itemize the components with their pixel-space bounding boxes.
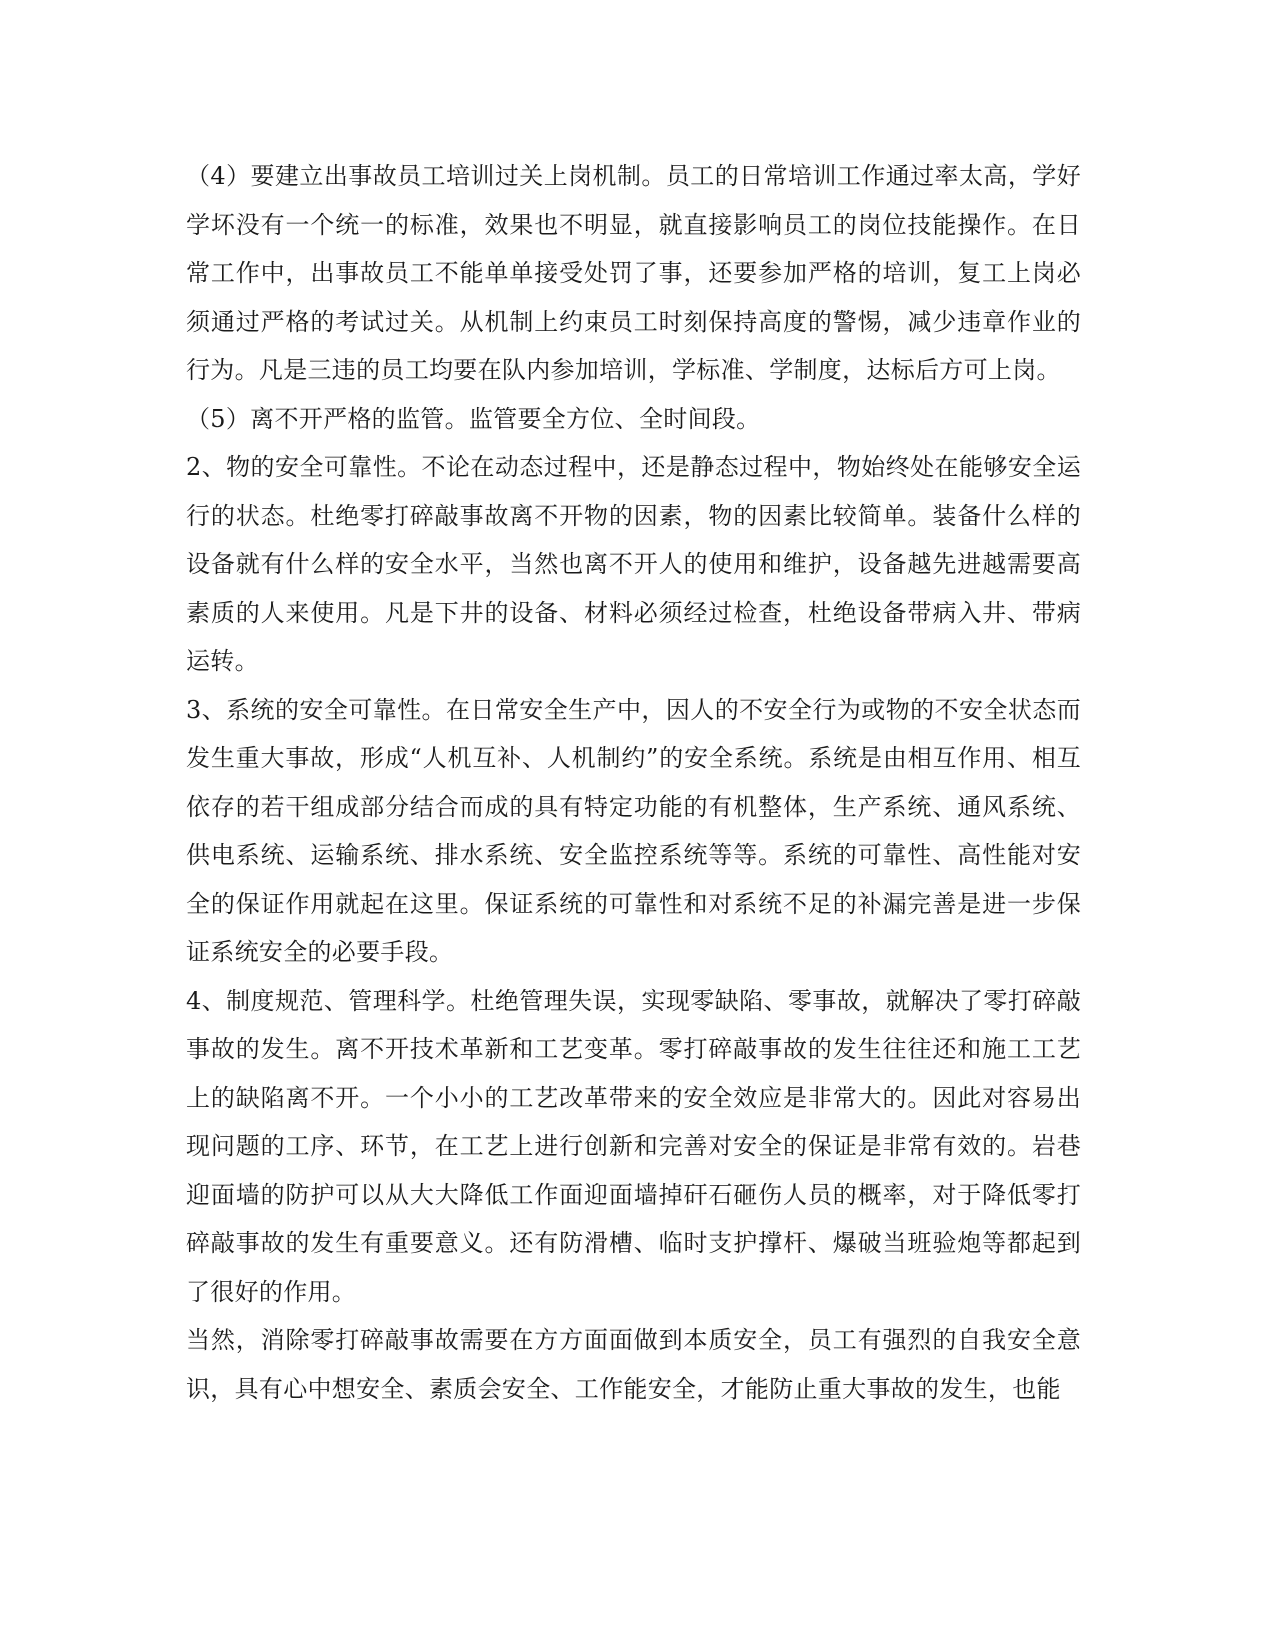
paragraph-conclusion: 当然，消除零打碎敲事故需要在方方面面做到本质安全，员工有强烈的自我安全意识，具有心中想安全、素质会安全、工作能安全，才能防止重大事故的发生，也能 <box>186 1326 1081 1403</box>
document-body <box>186 152 1081 1413</box>
paragraph-management-science: 4、制度规范、管理科学。杜绝管理失误，实现零缺陷、零事故，就解决了零打碎敲事故的发生。离不开技术革新和工艺变革。零打碎敲事故的发生往往还和施工工艺上的缺陷离不开。一个小小的工艺改革带来的安全效应是非常大的。因此对容易出现问题的工序、环节，在工艺上进行创新和完善对安全的保证是非常有效的。岩巷迎面墙的防护可以从大大降低工作面迎面墙掉矸石砸伤人员的概率，对于降低零打碎敲事故的发生有重要意义。还有防滑槽、临时支护撑杆、爆破当班验炮等都起到了很好的作用。 <box>186 986 1081 1306</box>
paragraph-system-safety: 3、系统的安全可靠性。在日常安全生产中，因人的不安全行为或物的不安全状态而发生重大事故，形成“人机互补、人机制约”的安全系统。系统是由相互作用、相互依存的若干组成部分结合而成的具有特定功能的有机整体，生产系统、通风系统、供电系统、运输系统、排水系统、安全监控系统等等。系统的可靠性、高性能对安全的保证作用就起在这里。保证系统的可靠性和对系统不足的补漏完善是进一步保证系统安全的必要手段。 <box>186 695 1081 966</box>
paragraph-strict-supervision: （5）离不开严格的监管。监管要全方位、全时间段。 <box>186 404 761 433</box>
paragraph-object-safety: 2、物的安全可靠性。不论在动态过程中，还是静态过程中，物始终处在能够安全运行的状态。杜绝零打碎敲事故离不开物的因素，物的因素比较简单。装备什么样的设备就有什么样的安全水平，当然也离不开人的使用和维护，设备越先进越需要高素质的人来使用。凡是下井的设备、材料必须经过检查，杜绝设备带病入井、带病运转。 <box>186 453 1081 675</box>
paragraph-training-mechanism: （4）要建立出事故员工培训过关上岗机制。员工的日常培训工作通过率太高，学好学坏没有一个统一的标准，效果也不明显，就直接影响员工的岗位技能操作。在日常工作中，出事故员工不能单单接受处罚了事，还要参加严格的培训，复工上岗必须通过严格的考试过关。从机制上约束员工时刻保持高度的警惕，减少违章作业的行为。凡是三违的员工均要在队内参加培训，学标准、学制度，达标后方可上岗。 <box>186 162 1081 384</box>
